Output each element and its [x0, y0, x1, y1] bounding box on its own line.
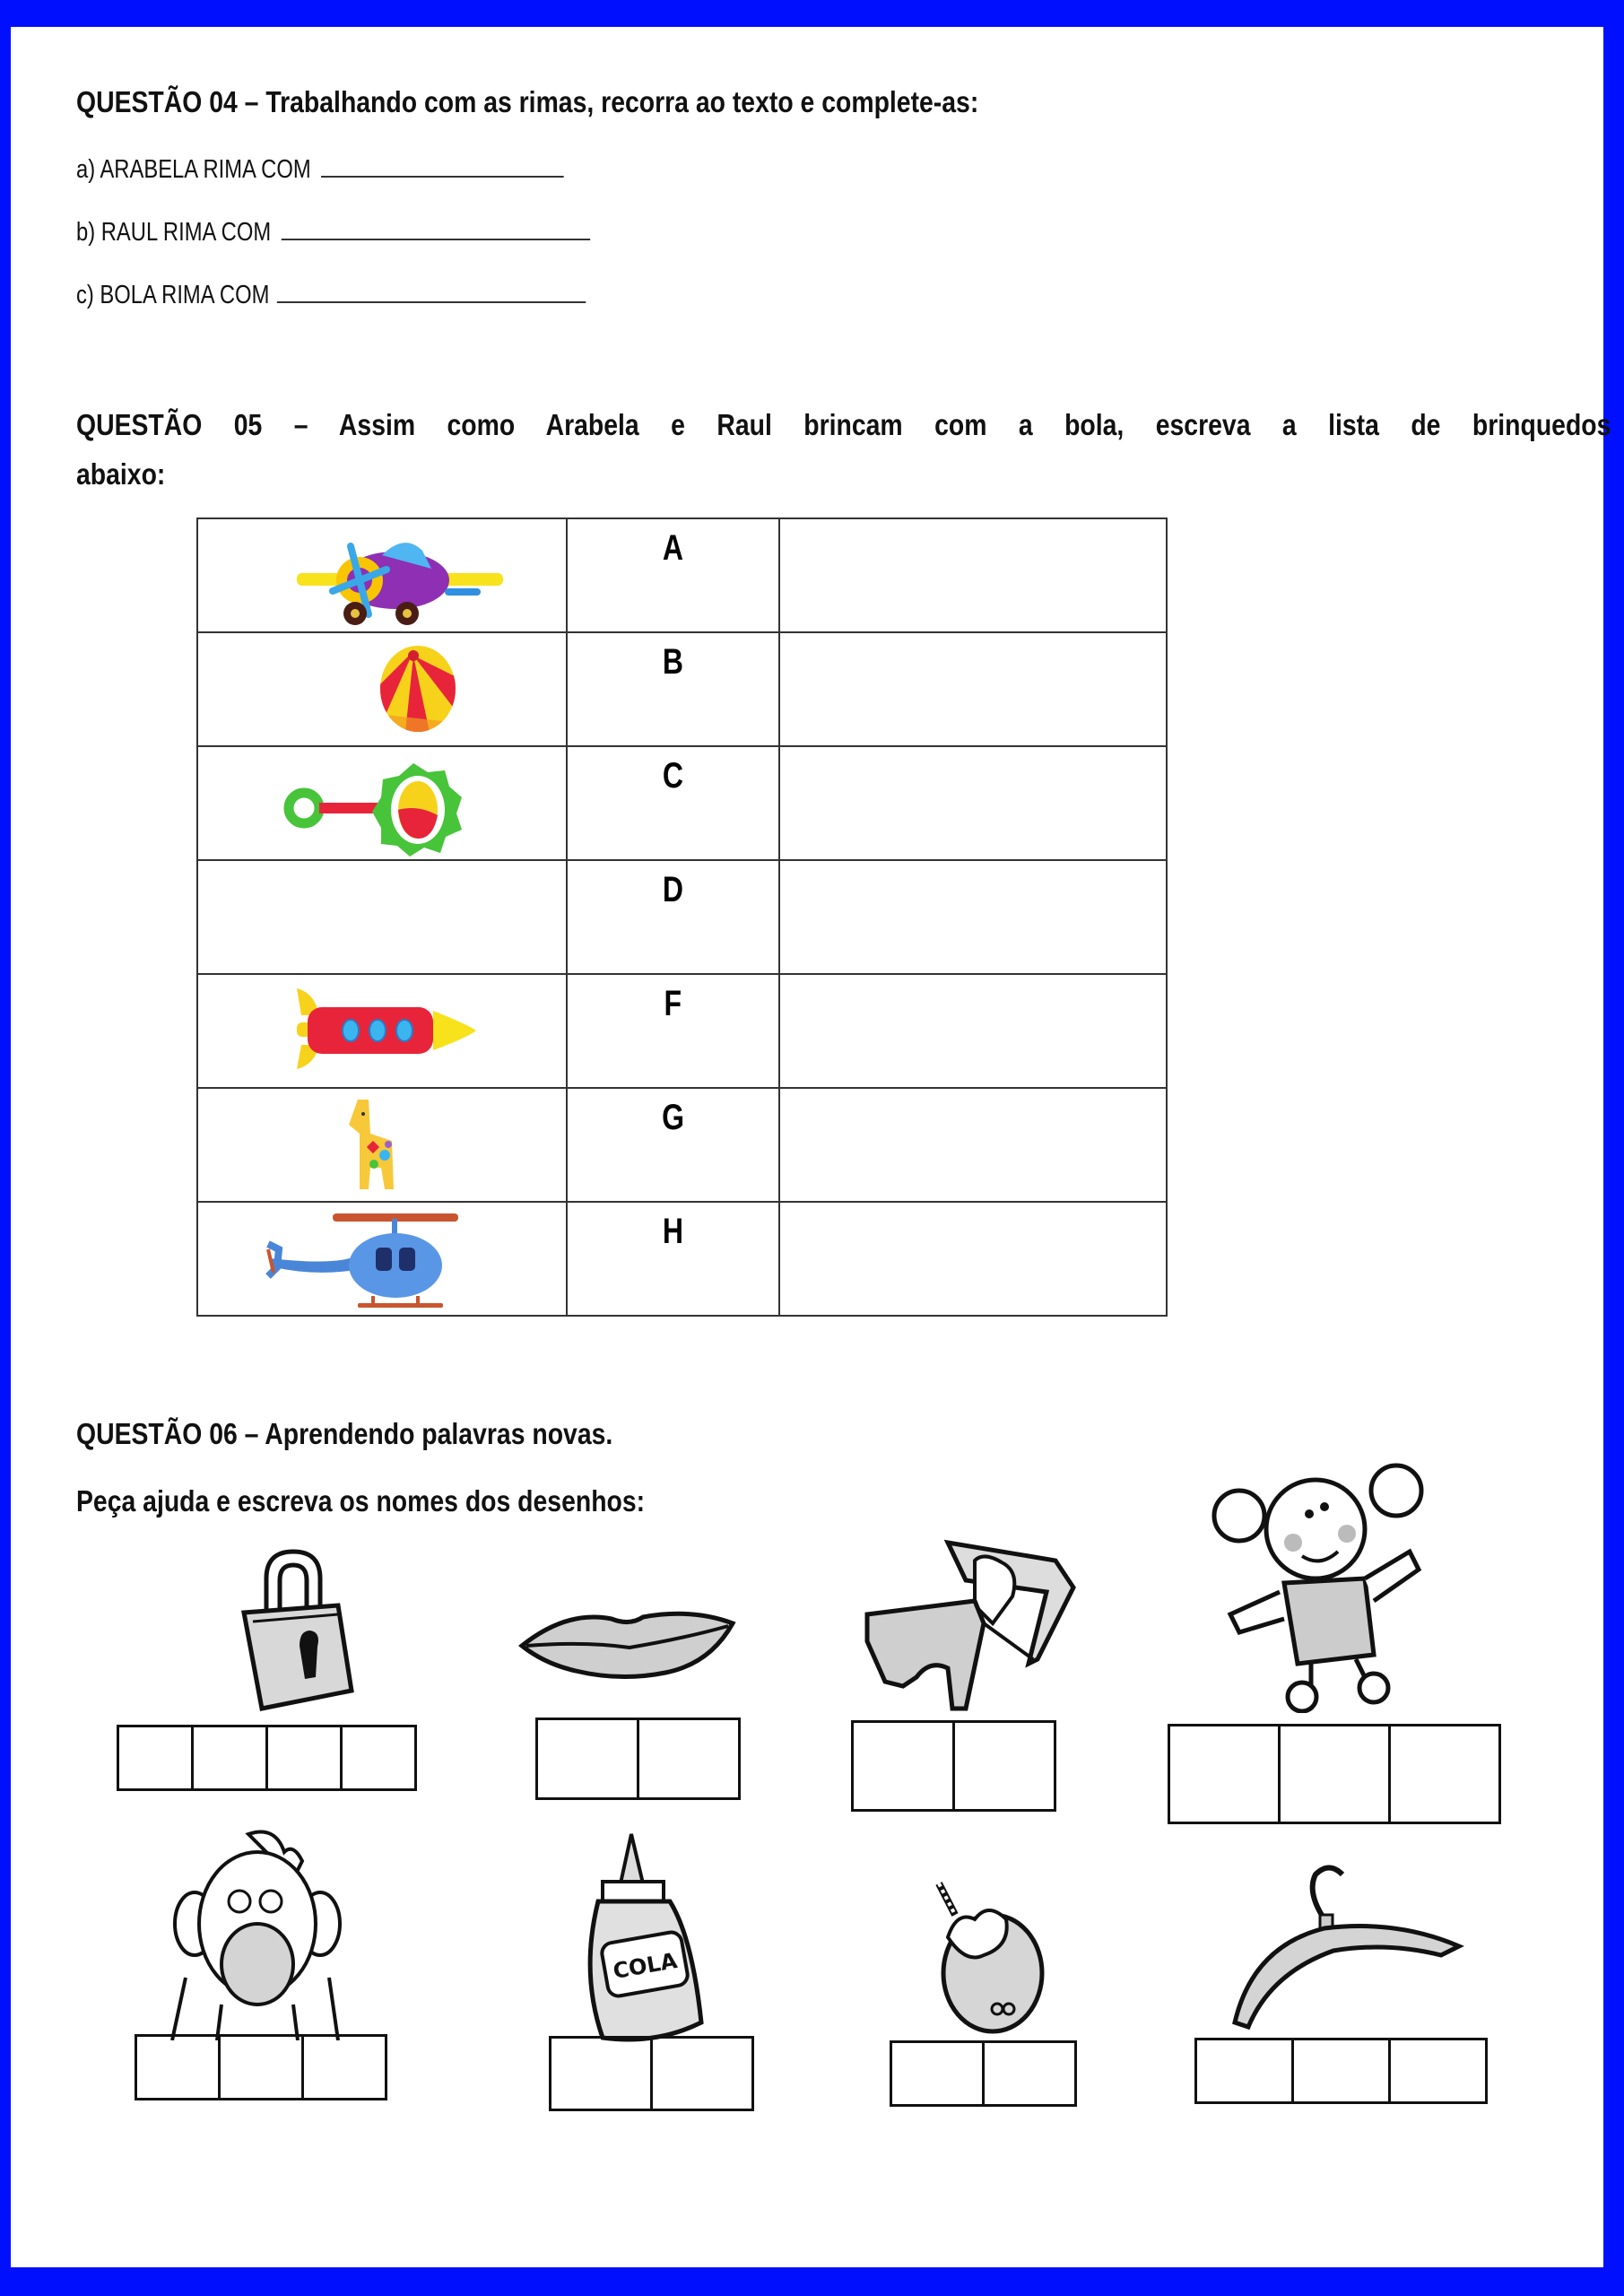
toy-letter: G — [662, 1098, 684, 1137]
answer-boxes-glue — [549, 2036, 754, 2111]
answer-boxes-doll — [1168, 1724, 1501, 1824]
table-row — [197, 746, 1167, 860]
toy-image-cell — [197, 1202, 567, 1316]
toy-letter-cell — [567, 518, 779, 632]
toy-airplane-icon — [198, 519, 566, 631]
toy-letter: D — [662, 870, 684, 909]
letter-box[interactable] — [653, 2039, 751, 2109]
table-row — [197, 1202, 1167, 1316]
lips-icon — [513, 1592, 746, 1691]
letter-box[interactable] — [119, 1727, 194, 1788]
letter-box[interactable] — [985, 2043, 1074, 2104]
padlock-icon — [217, 1543, 369, 1713]
toy-letter-cell — [567, 1088, 779, 1202]
monkey-icon — [168, 1825, 356, 2040]
table-row — [197, 860, 1167, 974]
toy-image-cell — [197, 974, 567, 1088]
worksheet-page — [11, 27, 1611, 2267]
toy-answer-cell[interactable] — [779, 1202, 1167, 1316]
q4-item-c — [76, 278, 586, 310]
toy-letter-cell — [567, 1202, 779, 1316]
letter-box[interactable] — [1294, 2040, 1391, 2101]
q4-item-b-label: b) RAUL RIMA COM — [76, 218, 272, 247]
coconut-icon — [912, 1874, 1073, 2036]
q4-item-c-label: c) BOLA RIMA COM — [76, 281, 270, 309]
q4-item-a-answer-line[interactable] — [321, 152, 564, 178]
letter-box[interactable] — [1197, 2040, 1294, 2101]
toy-image-cell — [197, 1088, 567, 1202]
answer-boxes-padlock — [117, 1725, 417, 1791]
table-row — [197, 974, 1167, 1088]
toy-image-cell — [197, 860, 567, 974]
answer-boxes-lips — [535, 1718, 741, 1800]
letter-box[interactable] — [194, 1727, 268, 1788]
q5-title-line1: QUESTÃO 05 – Assim como Arabela e Raul brincam com a bola, escreva a lista de brinquedos — [76, 408, 1611, 441]
letter-box[interactable] — [137, 2037, 221, 2098]
q4-item-b — [76, 215, 590, 248]
letter-box[interactable] — [538, 1720, 639, 1797]
toy-helicopter-icon — [198, 1203, 566, 1315]
letter-box[interactable] — [892, 2043, 985, 2104]
toy-answer-cell[interactable] — [779, 860, 1167, 974]
letter-box[interactable] — [1281, 1726, 1391, 1822]
q6-subtitle: Peça ajuda e escreva os nomes dos desenhos: — [76, 1484, 646, 1518]
glue-bottle-icon — [567, 1830, 728, 2045]
answer-boxes-hanger — [1194, 2038, 1488, 2104]
toy-giraffe-icon — [198, 1089, 566, 1201]
toy-image-cell — [197, 746, 567, 860]
toy-answer-cell[interactable] — [779, 974, 1167, 1088]
toy-letter: F — [664, 984, 682, 1023]
toy-answer-cell[interactable] — [779, 746, 1167, 860]
toy-letter: H — [662, 1212, 684, 1251]
toy-letter-cell — [567, 974, 779, 1088]
q5-title-line2: abaixo: — [76, 457, 166, 491]
glue-label: COLA — [611, 1947, 680, 1984]
letter-box[interactable] — [854, 1723, 955, 1809]
toy-answer-cell[interactable] — [779, 1088, 1167, 1202]
q4-title: QUESTÃO 04 – Trabalhando com as rimas, recorra ao texto e complete-as: — [76, 85, 979, 118]
toy-letter: B — [662, 642, 684, 682]
q4-item-a-label: a) ARABELA RIMA COM — [76, 155, 311, 184]
toy-letter: A — [662, 528, 684, 568]
cradle-icon — [858, 1525, 1100, 1713]
q4-item-a — [76, 152, 564, 185]
toy-answer-cell[interactable] — [779, 518, 1167, 632]
letter-box[interactable] — [343, 1727, 414, 1788]
toy-letter-cell — [567, 746, 779, 860]
letter-box[interactable] — [268, 1727, 343, 1788]
baby-rattle-icon — [198, 747, 566, 859]
q4-item-b-answer-line[interactable] — [282, 215, 590, 240]
letter-box[interactable] — [221, 2037, 304, 2098]
toy-letter-cell — [567, 860, 779, 974]
table-row — [197, 518, 1167, 632]
answer-boxes-coconut — [890, 2040, 1077, 2107]
toy-letter: C — [662, 756, 684, 796]
q4-item-c-answer-line[interactable] — [277, 278, 586, 303]
toy-letter-cell — [567, 632, 779, 746]
answer-boxes-cradle — [851, 1720, 1056, 1812]
toy-rocket-icon — [198, 975, 566, 1087]
letter-box[interactable] — [304, 2037, 385, 2098]
hanger-icon — [1217, 1857, 1486, 2036]
letter-box[interactable] — [639, 1720, 738, 1797]
letter-box[interactable] — [1391, 1726, 1498, 1822]
toy-image-cell — [197, 632, 567, 746]
toys-table — [196, 517, 1168, 1317]
toy-image-cell — [197, 518, 567, 632]
letter-box[interactable] — [955, 1723, 1054, 1809]
table-row — [197, 632, 1167, 746]
toy-answer-cell[interactable] — [779, 632, 1167, 746]
letter-box[interactable] — [551, 2039, 653, 2109]
q6-title: QUESTÃO 06 – Aprendendo palavras novas. — [76, 1417, 613, 1450]
letter-box[interactable] — [1391, 2040, 1485, 2101]
doll-icon — [1203, 1462, 1446, 1713]
answer-boxes-monkey — [135, 2034, 387, 2100]
beach-ball-icon — [198, 633, 566, 745]
letter-box[interactable] — [1170, 1726, 1281, 1822]
table-row — [197, 1088, 1167, 1202]
